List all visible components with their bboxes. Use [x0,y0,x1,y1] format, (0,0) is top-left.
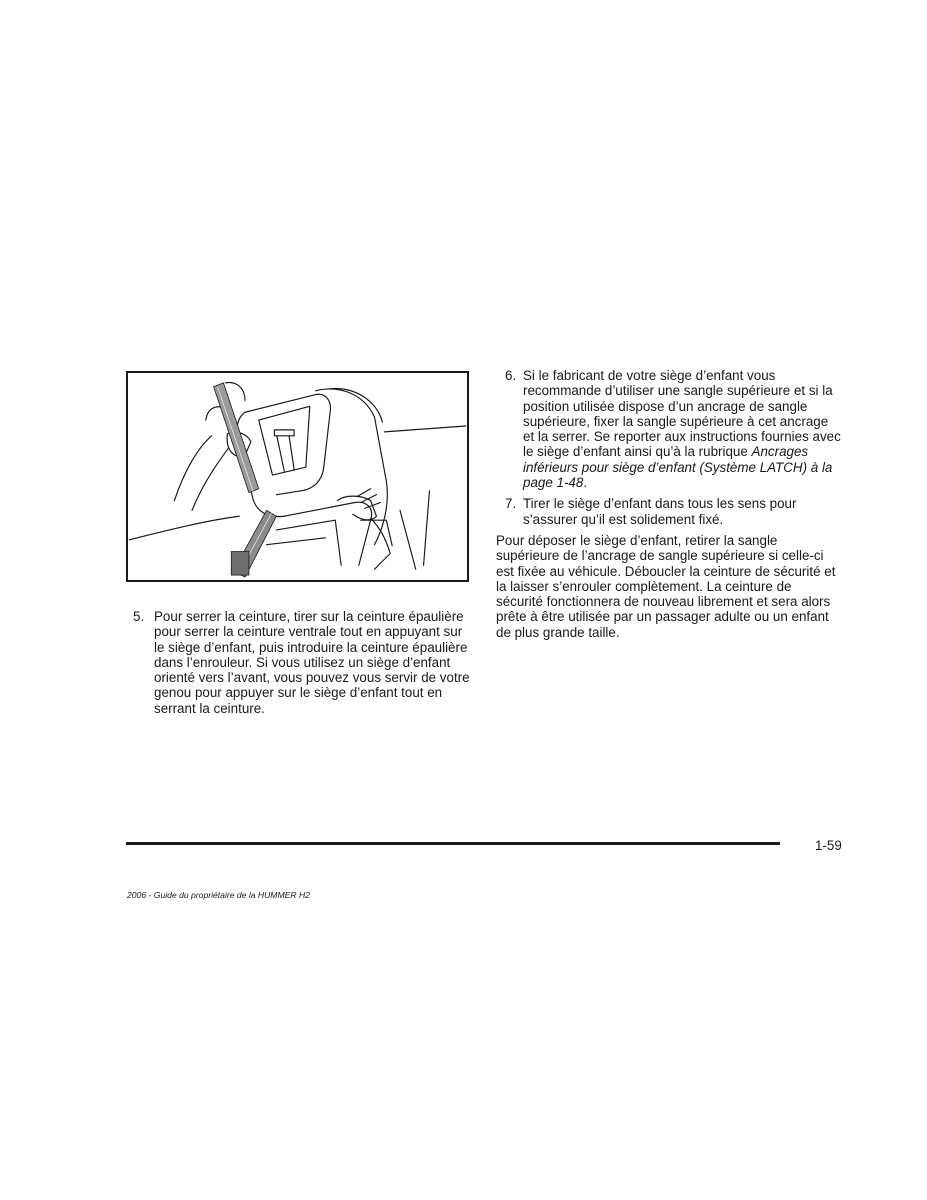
footer-rule [126,842,780,845]
step-text-end: . [583,475,588,491]
step-number: 6. [505,368,517,383]
step-number: 5. [133,609,145,624]
step-text: Tirer le siège d’enfant dans tous les sens pour s’assurer qu’il est solidement fixé. [523,496,797,527]
step-number: 7. [505,496,517,512]
child-seat-belt-illustration [128,373,467,580]
left-column [133,609,473,722]
cross-reference: Ancrages inférieurs pour siège d’enfant (Système LATCH) à la page 1-48 [523,444,833,491]
step-text: Si le fabricant de votre siège d’enfant vous recommande d’utiliser une sangle supérieure et si la position utilisée dispose d’un ancrage de sangle supérieure, fixer la sangle supérieure à cet ancrage et la serrer. Se reporter aux instructions fournies avec le siège d’enfant ainsi qu’à la rubrique [523,368,841,460]
lap-belt [231,510,276,577]
step-6 [496,368,841,490]
step-7 [496,496,841,527]
body-paragraph: Pour déposer le siège d’enfant, retirer la sangle supérieure de l’ancrage de sangle supérieure si celle-ci est fixée au véhicule. Déboucler la ceinture de sécurité et la laisser s’enrouler complètement. La ceinture de sécurité fonctionnera de nouveau librement et sera alors prête à être utilisée par un passager adulte ou un enfant de plus grande taille. [496,532,836,640]
footer-text: 2006 - Guide du propriétaire de la HUMMER H2 [127,890,310,900]
step-text: Pour serrer la ceinture, tirer sur la ceinture épaulière pour serrer la ceinture ventrale tout en appuyant sur le siège d’enfant, puis introduire la ceinture épaulière dans l’enrouleur. Si vous utilisez un siège d’enfant orienté vers l’avant, vous pouvez vous servir de votre genou pour appuyer sur le siège d’enfant tout en serrant la ceinture. [154,609,470,716]
right-column [496,368,841,640]
illustration-frame [126,371,469,582]
shoulder-belt [214,383,259,493]
step-5 [133,609,473,716]
page-number: 1-59 [815,838,842,853]
